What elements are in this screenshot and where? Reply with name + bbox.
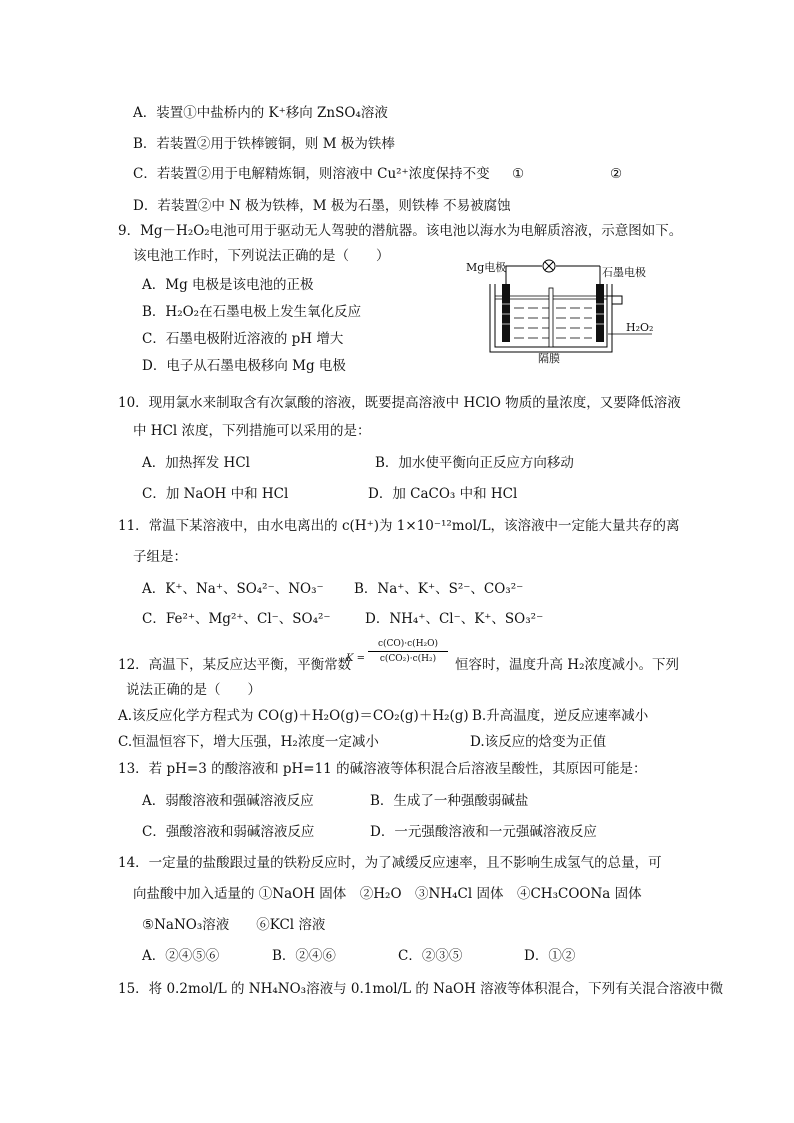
q8-device-mark-1: ①: [512, 166, 525, 182]
k-denominator: c(CO₂)·c(H₂): [379, 654, 437, 664]
q12-option-b: B.升高温度，逆反应速率减小: [472, 708, 649, 724]
q11-option-d: D．NH₄⁺、Cl⁻、K⁺、SO₃²⁻: [365, 611, 544, 627]
q11-option-b: B．Na⁺、K⁺、S²⁻、CO₃²⁻: [354, 581, 524, 597]
q12-option-d: D.该反应的焓变为正值: [470, 734, 607, 750]
q10-option-d: D．加 CaCO₃ 中和 HCl: [368, 486, 518, 502]
k-numerator: c(CO)·c(H₂O): [377, 639, 439, 649]
q13-option-c: C．强酸溶液和弱碱溶液反应: [142, 824, 315, 840]
q8-option-d: D．若装置②中 N 极为铁棒，M 极为石墨，则铁棒 不易被腐蚀: [133, 198, 511, 214]
q12-option-c: C.恒温恒容下，增大压强，H₂浓度一定减小: [118, 734, 379, 750]
q14-option-c: C．②③⑤: [398, 948, 463, 964]
q12-stem-pre: 12．高温下，某反应达平衡，平衡常数: [118, 657, 352, 673]
q10-option-c: C．加 NaOH 中和 HCl: [142, 486, 289, 502]
q12-stem-line2: 说法正确的是（ ）: [126, 682, 261, 698]
q11-option-c: C．Fe²⁺、Mg²⁺、Cl⁻、SO₄²⁻: [142, 611, 331, 627]
q13-stem: 13．若 pH=3 的酸溶液和 pH=11 的碱溶液等体积混合后溶液呈酸性，其原因可能是：: [118, 761, 647, 777]
q14-stem-line3: ⑤NaNO₃溶液 ⑥KCl 溶液: [142, 917, 326, 933]
q10-stem-line1: 10．现用氯水来制取含有次氯酸的溶液，既要提高溶液中 HClO 物质的量浓度，又要降低溶液: [118, 395, 681, 411]
graphite-electrode: [596, 284, 604, 342]
q9-option-d: D．电子从石墨电极移向 Mg 电极: [142, 358, 346, 374]
q9-stem-line1: 9．Mg－H₂O₂电池可用于驱动无人驾驶的潜航器。该电池以海水为电解质溶液，示意图如下。: [118, 223, 683, 239]
q8-option-b: B．若装置②用于铁棒镀铜，则 M 极为铁棒: [133, 136, 395, 152]
bulb-icon: [543, 260, 555, 272]
q14-option-b: B．②④⑥: [272, 948, 336, 964]
h2o2-label: H₂O₂: [626, 321, 654, 334]
q14-stem-line1: 14．一定量的盐酸跟过量的铁粉反应时，为了减缓反应速率，且不影响生成氢气的总量，可: [118, 855, 662, 871]
q8-device-mark-2: ②: [610, 166, 623, 182]
q13-option-a: A．弱酸溶液和强碱溶液反应: [142, 793, 314, 809]
q13-option-b: B．生成了一种强酸弱碱盐: [370, 793, 529, 809]
q9-option-b: B．H₂O₂在石墨电极上发生氧化反应: [142, 304, 362, 320]
q11-stem-line1: 11．常温下某溶液中，由水电离出的 c(H⁺)为 1×10⁻¹²mol/L，该溶液中一定能大量共存的离: [118, 518, 680, 534]
q10-option-a: A．加热挥发 HCl: [142, 455, 250, 471]
q12-option-a: A.该反应化学方程式为 CO(g)＋H₂O(g)＝CO₂(g)＋H₂(g): [118, 708, 469, 724]
q10-option-b: B．加水使平衡向正反应方向移动: [375, 455, 574, 471]
q13-option-d: D．一元强酸溶液和一元强碱溶液反应: [370, 824, 597, 840]
equilibrium-constant-symbol: K =: [346, 653, 366, 664]
q10-stem-line2: 中 HCl 浓度，下列措施可以采用的是：: [133, 423, 371, 439]
q9-option-a: A．Mg 电极是该电池的正极: [142, 277, 314, 293]
q9-option-c: C．石墨电极附近溶液的 pH 增大: [142, 331, 344, 347]
mg-electrode-label: Mg电极: [466, 261, 507, 274]
q12-stem-post: 恒容时，温度升高 H₂浓度减小。下列: [455, 657, 679, 673]
q15-stem-line1: 15．将 0.2mol/L 的 NH₄NO₃溶液与 0.1mol/L 的 NaOH 溶液等体积混合，下列有关混合溶液中微: [118, 981, 724, 997]
q14-stem-line2: 向盐酸中加入适量的 ①NaOH 固体 ②H₂O ③NH₄Cl 固体 ④CH₃COONa 固体: [133, 886, 642, 902]
graphite-electrode-label: 石墨电极: [602, 266, 646, 279]
fraction-bar: [368, 651, 448, 652]
membrane: [549, 288, 553, 347]
q14-option-d: D．①②: [524, 948, 576, 964]
q9-stem-line2: 该电池工作时，下列说法正确的是（ ）: [133, 248, 390, 264]
q14-option-a: A．②④⑤⑥: [142, 948, 220, 964]
mg-electrode: [502, 284, 510, 342]
q11-option-a: A．K⁺、Na⁺、SO₄²⁻、NO₃⁻: [142, 581, 324, 597]
q11-stem-line2: 子组是：: [133, 549, 187, 565]
q8-option-a: A．装置①中盐桥内的 K⁺移向 ZnSO₄溶液: [133, 105, 388, 121]
membrane-label: 隔膜: [538, 352, 560, 365]
q8-option-c: C．若装置②用于电解精炼铜，则溶液中 Cu²⁺浓度保持不变: [133, 166, 490, 182]
